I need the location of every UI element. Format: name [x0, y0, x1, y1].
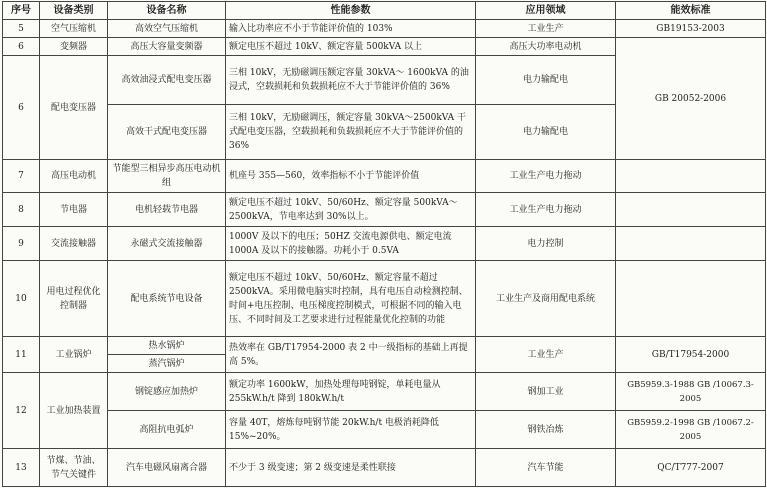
- row-name: 汽车电磁风扇离合器: [108, 449, 226, 487]
- row-no: 11: [3, 337, 40, 373]
- row-application: 工业生产电力拖动: [476, 193, 616, 227]
- table-row: [3, 449, 766, 487]
- header-category: 设备类别: [40, 2, 108, 20]
- row-performance: 三相 10kV，无励磁调压额定容量 30kVA～ 1600kVA 的油浸式，空载损耗和负载损耗应不大于节能评价值的 36%: [226, 56, 476, 105]
- table-row: [3, 20, 766, 38]
- row-name: 高效空气压缩机: [108, 20, 226, 38]
- table-row: [3, 261, 766, 337]
- row-application: 工业生产: [476, 20, 616, 38]
- row-category: 节煤、节油、节气关键件: [40, 449, 108, 487]
- row-application: 工业生产及商用配电系统: [476, 261, 616, 337]
- equipment-table: [2, 1, 766, 487]
- row-category: 空气压缩机: [40, 20, 108, 38]
- row-standard: QC/T777-2007: [616, 449, 766, 487]
- row-category: 高压电动机: [40, 160, 108, 193]
- row-performance: 热效率在 GB/T17954-2000 表 2 中一级指标的基础上再提高 5%。: [226, 337, 476, 373]
- row-application: 高压大功率电动机: [476, 38, 616, 56]
- row-name: 钢锭感应加热炉: [108, 373, 226, 411]
- table-row: [3, 411, 766, 449]
- row-category: 配电变压器: [40, 56, 108, 160]
- row-standard: [616, 227, 766, 261]
- row-application: 钢加工业: [476, 373, 616, 411]
- row-name: 高效油浸式配电变压器: [108, 56, 226, 105]
- table-row: [3, 227, 766, 261]
- row-no: 6: [3, 56, 40, 160]
- row-standard: GB5959.3-1988 GB /10067.3-2005: [616, 373, 766, 411]
- row-category: 变频器: [40, 38, 108, 56]
- header-performance: 性能参数: [226, 2, 476, 20]
- row-application: 电力输配电: [476, 56, 616, 105]
- row-name: 热水锅炉: [108, 337, 226, 355]
- header-application: 应用领域: [476, 2, 616, 20]
- header-name: 设备名称: [108, 2, 226, 20]
- row-no: 5: [3, 20, 40, 38]
- row-name: 永磁式交流接触器: [108, 227, 226, 261]
- row-standard: [616, 261, 766, 337]
- row-no: 13: [3, 449, 40, 487]
- row-name: 节能型三相异步高压电动机组: [108, 160, 226, 193]
- row-no: 6: [3, 38, 40, 56]
- row-performance: 额定电压不超过 10kV、50/60Hz、额定容量不超过 2500kVA。采用微电脑实时控制，具有电压自动检测控制、时间+电压控制、电压梯度控制模式，可根据不同的输入电压、不同时间及工艺要求进行过程能量优化控制的功能: [226, 261, 476, 337]
- row-standard: GB 20052-2006: [616, 38, 766, 160]
- header-standard: 能效标准: [616, 2, 766, 20]
- row-name: 高效干式配电变压器: [108, 105, 226, 160]
- table-row: [3, 337, 766, 355]
- row-name: 电机轻载节电器: [108, 193, 226, 227]
- row-no: 12: [3, 373, 40, 449]
- row-performance: 1000V 及以下的电压；50HZ 交流电源供电、额定电流 1000A 及以下的接触器。功耗小于 0.5VA: [226, 227, 476, 261]
- header-no: 序号: [3, 2, 40, 20]
- row-standard: GB5959.2-1998 GB /10067.2-2005: [616, 411, 766, 449]
- row-category: 用电过程优化控制器: [40, 261, 108, 337]
- row-application: 电力控制: [476, 227, 616, 261]
- row-performance: 输入比功率应不小于节能评价值的 103%: [226, 20, 476, 38]
- row-standard: GB19153-2003: [616, 20, 766, 38]
- row-standard: GB/T17954-2000: [616, 337, 766, 373]
- row-no: 8: [3, 193, 40, 227]
- row-no: 9: [3, 227, 40, 261]
- row-category: 交流接触器: [40, 227, 108, 261]
- row-performance: 额定电压不超过 10kV、额定容量 500kVA 以上: [226, 38, 476, 56]
- row-performance: 机座号 355—560，效率指标不小于节能评价值: [226, 160, 476, 193]
- row-name: 蒸汽锅炉: [108, 355, 226, 373]
- row-category: 节电器: [40, 193, 108, 227]
- row-category: 工业锅炉: [40, 337, 108, 373]
- table-row: [3, 160, 766, 193]
- row-performance: 额定功率 1600kW，加热处理每吨钢锭，单耗电量从 255kW.h/t 降到 180kW.h/t: [226, 373, 476, 411]
- table-row: [3, 38, 766, 56]
- row-standard: [616, 193, 766, 227]
- row-no: 10: [3, 261, 40, 337]
- row-name: 高阻抗电弧炉: [108, 411, 226, 449]
- row-standard: [616, 160, 766, 193]
- row-performance: 不少于 3 级变速；第 2 级变速是柔性联接: [226, 449, 476, 487]
- row-name: 配电系统节电设备: [108, 261, 226, 337]
- header-row: [3, 2, 766, 20]
- row-application: 钢铁冶炼: [476, 411, 616, 449]
- row-performance: 三相 10kV，无励磁调压，额定容量 30kVA～2500kVA 干式配电变压器，空载损耗和负载损耗应不大于节能评价值的 36%: [226, 105, 476, 160]
- row-performance: 额定电压不超过 10kV、50/60Hz、额定容量 500kVA～2500kVA，节电率达到 30%以上。: [226, 193, 476, 227]
- table-row: [3, 193, 766, 227]
- row-category: 工业加热装置: [40, 373, 108, 449]
- table-row: [3, 373, 766, 411]
- row-application: 汽车节能: [476, 449, 616, 487]
- row-application: 电力输配电: [476, 105, 616, 160]
- row-application: 工业生产电力拖动: [476, 160, 616, 193]
- row-performance: 容量 40T，熔炼每吨钢节能 20kW.h/t 电极消耗降低 15%~20%。: [226, 411, 476, 449]
- row-no: 7: [3, 160, 40, 193]
- row-application: 工业生产: [476, 337, 616, 373]
- row-name: 高压大容量变频器: [108, 38, 226, 56]
